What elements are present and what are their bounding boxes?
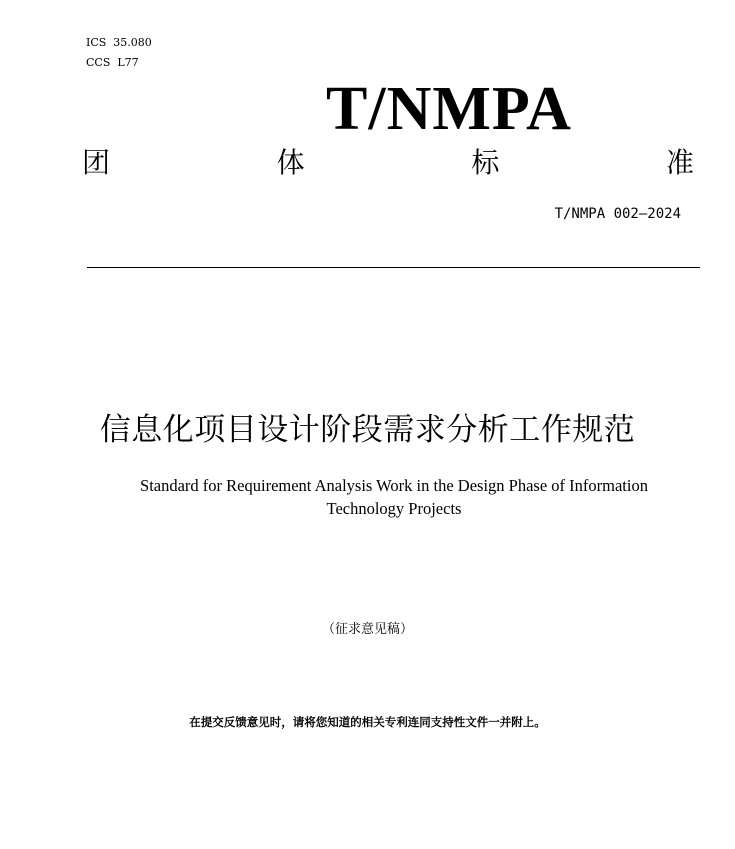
- group-standard-char: 团: [82, 146, 111, 179]
- group-standard-char: 标: [471, 146, 500, 179]
- standard-brand-logo: T/NMPA: [326, 75, 572, 143]
- patent-notice: 在提交反馈意见时，请将您知道的相关专利连同支持性文件一并附上。: [189, 715, 546, 729]
- ccs-code: CCS L77: [86, 56, 139, 69]
- group-standard-char: 体: [276, 146, 305, 179]
- ics-code: ICS 35.080: [86, 36, 152, 49]
- standard-number: T/NMPA 002—2024: [554, 206, 681, 222]
- draft-status-note: （征求意见稿）: [321, 622, 413, 637]
- document-title-english: Standard for Requirement Analysis Work in the Design Phase of Information Technology Projects: [140, 476, 648, 518]
- header-divider: [87, 267, 700, 268]
- group-standard-char: 准: [665, 146, 694, 179]
- group-standard-heading: [82, 143, 694, 183]
- document-title-chinese: 信息化项目设计阶段需求分析工作规范: [99, 412, 636, 448]
